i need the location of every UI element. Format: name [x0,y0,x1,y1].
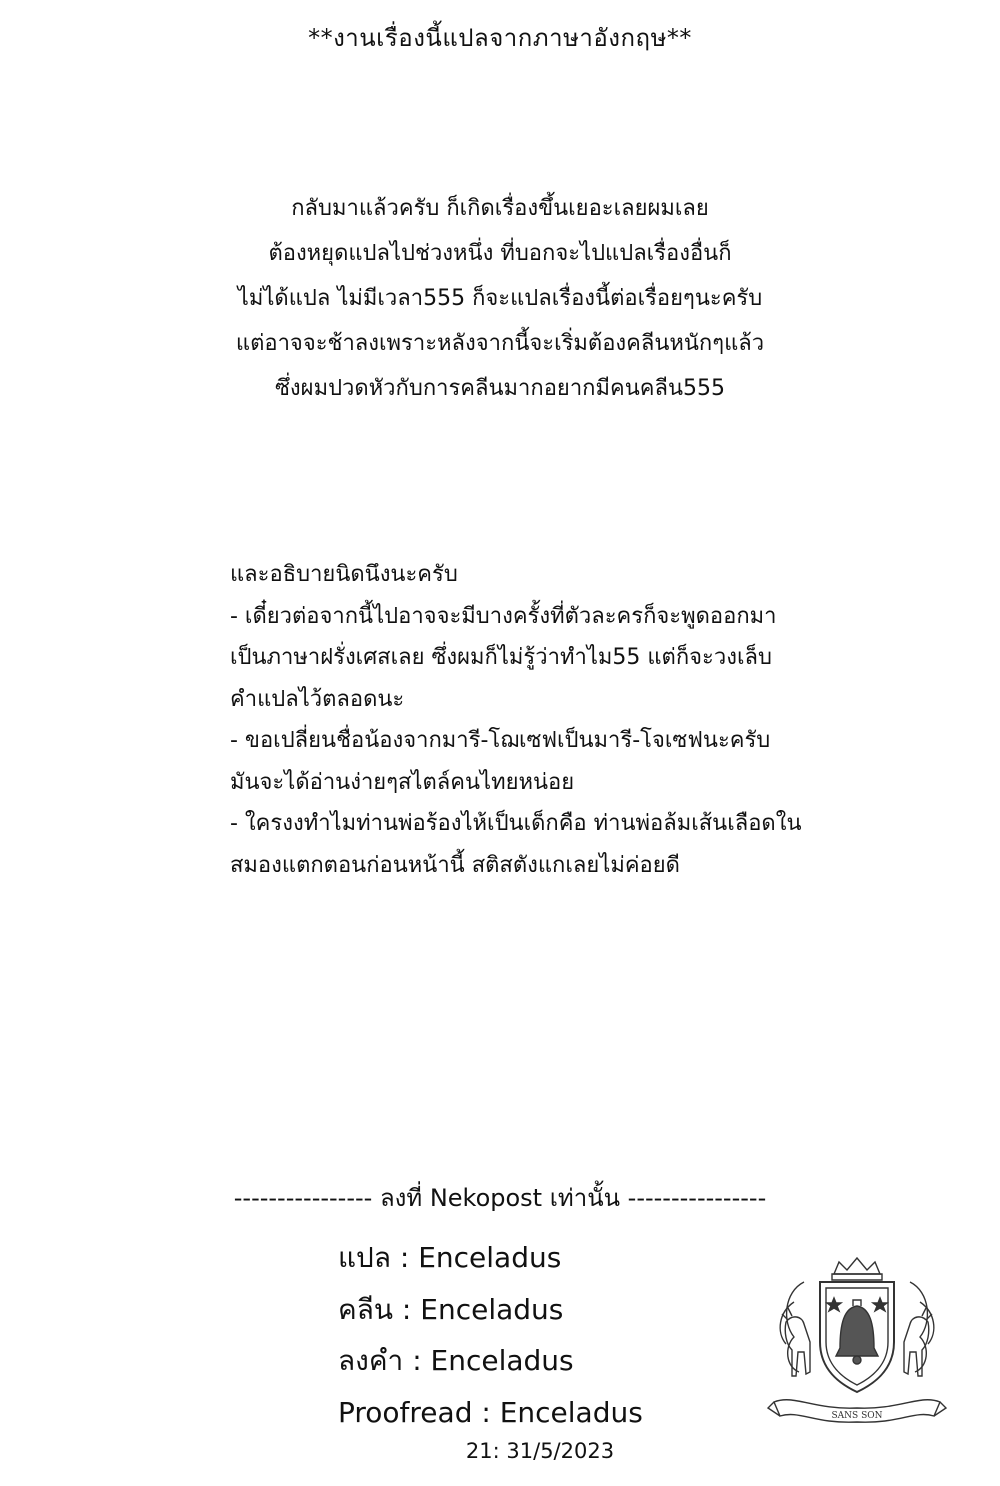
credit-row-clean [338,1284,643,1336]
notes-line: เป็นภาษาฝรั่งเศสเลย ซึ่งผมก็ไม่รู้ว่าทำไม55 แต่ก็จะวงเล็บ [230,645,772,670]
translation-notice: **งานเรื่องนี้แปลจากภาษาอังกฤษ** [308,24,692,52]
notes-section [230,554,802,886]
notes-line: - เดี๋ยวต่อจากนี้ไปอาจจะมีบางครั้งที่ตัวละครก็จะพูดออกมา [230,603,777,629]
intro-line: กลับมาแล้วครับ ก็เกิดเรื่องขึ้นเยอะเลยผมเลย [291,196,709,221]
credit-row-proofread [338,1387,643,1439]
notes-line: มันจะได้อ่านง่ายๆสไตล์คนไทยหน่อย [230,769,575,795]
credit-role: แปล [338,1241,391,1274]
credit-separator: : [472,1395,500,1429]
credit-role: Proofread [338,1395,473,1429]
intro-line: ต้องหยุดแปลไปช่วงหนึ่ง ที่บอกจะไปแปลเรื่องอื่นก็ [268,241,732,266]
credit-name: Enceladus [430,1344,574,1377]
credits-list [338,1232,643,1438]
notes-line: สมองแตกตอนก่อนหน้านี้ สติสตังแกเลยไม่ค่อยดี [230,852,680,878]
credit-name: Enceladus [418,1241,562,1274]
credit-separator: : [390,1241,419,1274]
credit-role: ลงคำ [338,1344,404,1377]
credit-role: คลีน [338,1292,394,1326]
credit-name: Enceladus [499,1395,643,1429]
crest-motto: SANS SON [831,1411,883,1421]
site-divider: ---------------- ลงที่ Nekopost เท่านั้น ---------------- [233,1184,767,1212]
notes-line: คำแปลไว้ตลอดนะ [230,686,405,712]
intro-paragraph [0,186,1000,411]
notes-line: - ขอเปลี่ยนชื่อน้องจากมารี-โฌเซฟเป็นมารี-โจเซฟนะครับ [230,728,771,753]
intro-line: ไม่ได้แปล ไม่มีเวลา555 ก็จะแปลเรื่องนี้ต่อเรื่อยๆนะครับ [237,286,763,311]
credit-row-translate [338,1232,643,1284]
credit-separator: : [403,1344,431,1377]
notes-heading: และอธิบายนิดนึงนะครับ [230,562,458,587]
intro-line: ซึ่งผมปวดหัวกับการคลีนมากอยากมีคนคลีน555 [275,376,725,401]
coat-of-arms-icon [764,1252,950,1432]
credit-name: Enceladus [420,1292,564,1326]
credit-row-typeset [338,1335,643,1387]
intro-line: แต่อาจจะช้าลงเพราะหลังจากนี้จะเริ่มต้องคลีนหนักๆแล้ว [235,331,765,356]
release-date: 21: 31/5/2023 [465,1439,615,1463]
credit-separator: : [393,1292,421,1326]
notes-line: - ใครงงทำไมท่านพ่อร้องไห้เป็นเด็กคือ ท่านพ่อล้มเส้นเลือดใน [230,811,802,836]
